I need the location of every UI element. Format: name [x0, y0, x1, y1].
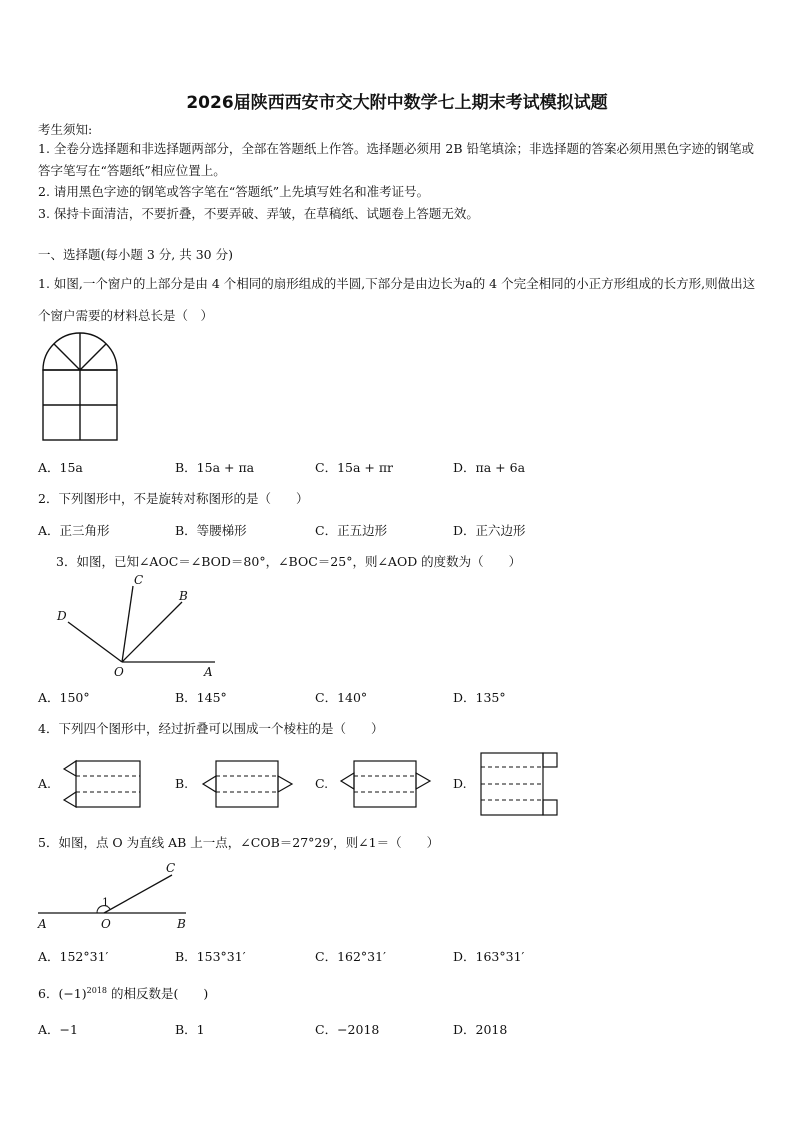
q4-option-c[interactable]: C. [315, 776, 329, 791]
q5-option-d[interactable]: D．163°31′ [453, 949, 525, 964]
angle-figure-q3 [50, 572, 220, 682]
q5-label-b: B [177, 917, 186, 931]
q2-option-d[interactable]: D．正六边形 [453, 523, 526, 538]
question-6-text [38, 984, 208, 1002]
question-1-text: 1. 如图,一个窗户的上部分是由 4 个相同的扇形组成的半圆,下部分是由边长为a的 4 个完全相同的小正方形组成的长方形,则做出这个窗户需要的材料总长是（ ） [38, 276, 756, 323]
angle-figure-q5 [34, 858, 194, 934]
q2-option-b[interactable]: B．等腰梯形 [175, 523, 247, 538]
q3-label-d: D [57, 609, 67, 623]
q2-option-c[interactable]: C．正五边形 [315, 523, 388, 538]
question-4-text: 4．下列四个图形中，经过折叠可以围成一个棱柱的是（ ） [38, 721, 384, 736]
q4-net-a [60, 758, 146, 812]
q4-net-b [200, 758, 296, 812]
q4-option-b[interactable]: B. [175, 776, 189, 791]
question-3-text: 3．如图，已知∠AOC＝∠BOD＝80°，∠BOC＝25°，则∠AOD 的度数为（ ） [56, 554, 522, 569]
q6-option-b[interactable]: B．1 [175, 1022, 205, 1037]
q6-prefix: 6． [38, 986, 59, 1001]
q3-label-a: A [204, 665, 213, 679]
q1-option-c[interactable]: C．15a + πr [315, 460, 394, 475]
q1-option-d[interactable]: D．πa + 6a [453, 460, 526, 475]
q6-option-a[interactable]: A．−1 [38, 1022, 78, 1037]
q2-option-a[interactable]: A．正三角形 [38, 523, 110, 538]
q5-label-a: A [38, 917, 47, 931]
q5-label-c: C [166, 861, 176, 875]
q4-option-d[interactable]: D. [453, 776, 467, 791]
notice-item-1: 1. 全卷分选择题和非选择题两部分，全部在答题纸上作答。选择题必须用 2B 铅笔填涂；非选择题的答案必须用黑色字迹的钢笔或答字笔写在“答题纸”相应位置上。 [38, 141, 754, 178]
q5-option-c[interactable]: C．162°31′ [315, 949, 386, 964]
window-figure [40, 330, 120, 444]
page-title: 2026届陕西西安市交大附中数学七上期末考试模拟试题 [186, 93, 608, 113]
notice-item-2: 2. 请用黑色字迹的钢笔或答字笔在“答题纸”上先填写姓名和准考证号。 [38, 184, 430, 199]
q6-option-c[interactable]: C．−2018 [315, 1022, 380, 1037]
q1-option-b[interactable]: B．15a + πa [175, 460, 255, 475]
q3-label-b: B [179, 589, 188, 603]
q6-exponent: 2018 [86, 985, 107, 995]
q5-option-a[interactable]: A．152°31′ [38, 949, 109, 964]
q4-net-d [478, 750, 564, 818]
section-heading: 一、选择题(每小题 3 分, 共 30 分) [38, 247, 233, 262]
q3-label-o: O [114, 665, 124, 679]
q6-option-d[interactable]: D．2018 [453, 1022, 508, 1037]
question-2-text: 2．下列图形中，不是旋转对称图形的是（ ） [38, 491, 309, 506]
q3-option-d[interactable]: D．135° [453, 690, 506, 705]
q5-label-o: O [101, 917, 111, 931]
question-5-text: 5．如图，点 O 为直线 AB 上一点，∠COB＝27°29′，则∠1＝（ ） [38, 835, 440, 850]
q3-option-a[interactable]: A．150° [38, 690, 90, 705]
q3-option-c[interactable]: C．140° [315, 690, 368, 705]
notice-item-3: 3. 保持卡面清洁，不要折叠，不要弄破、弄皱，在草稿纸、试题卷上答题无效。 [38, 206, 479, 221]
q5-option-b[interactable]: B．153°31′ [175, 949, 246, 964]
q4-net-c [338, 758, 434, 812]
q6-suffix: 的相反数是( ) [107, 986, 209, 1001]
q1-option-a[interactable]: A．15a [38, 460, 83, 475]
q3-option-b[interactable]: B．145° [175, 690, 227, 705]
notice-heading: 考生须知: [38, 122, 93, 137]
q4-option-a[interactable]: A. [38, 776, 52, 791]
q3-label-c: C [134, 573, 144, 587]
q6-base: (−1) [58, 986, 87, 1001]
q5-label-1: 1 [102, 896, 109, 909]
